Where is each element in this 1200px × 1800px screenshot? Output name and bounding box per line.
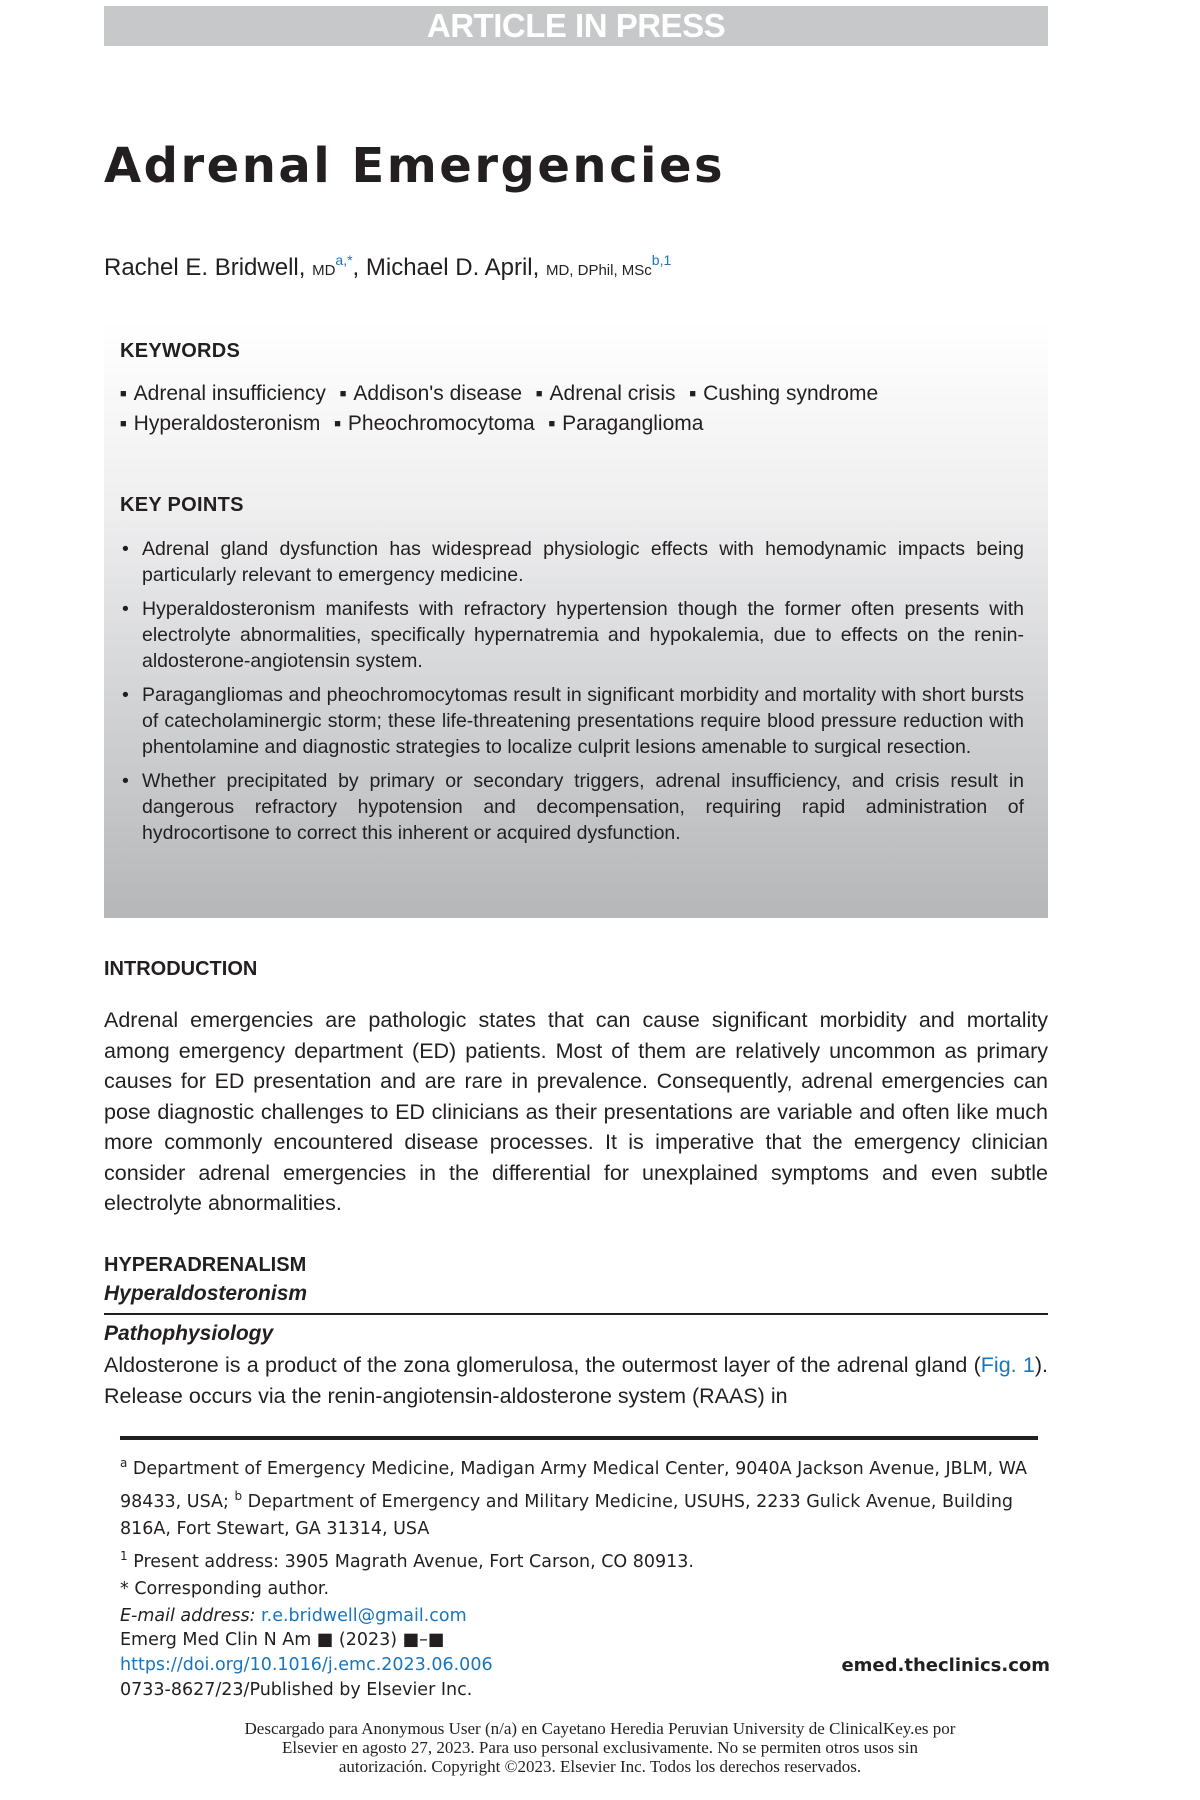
round-bullet-icon: • <box>122 538 129 560</box>
author-1-degree: MD <box>312 262 336 279</box>
article-title: Adrenal Emergencies <box>104 138 726 194</box>
keyword-item: ■ Hyperaldosteronism <box>120 412 321 435</box>
round-bullet-icon: • <box>122 598 129 620</box>
author-line <box>104 252 671 282</box>
journal-website: emed.theclinics.com <box>841 1655 1050 1676</box>
key-points-list <box>118 536 1024 854</box>
introduction-heading: INTRODUCTION <box>104 958 258 980</box>
issn-publisher: 0733-8627/23/Published by Elsevier Inc. <box>120 1680 473 1700</box>
keyword-item: ■ Cushing syndrome <box>689 382 879 405</box>
email-footnote: E-mail address: r.e.bridwell@gmail.com <box>120 1606 467 1626</box>
keywords-keypoints-box <box>104 320 1048 918</box>
figure-1-link[interactable]: Fig. 1 <box>980 1353 1035 1377</box>
keyword-item: ■ Adrenal crisis <box>535 382 676 405</box>
square-bullet-icon: ■ <box>334 418 341 430</box>
download-notice: Descargado para Anonymous User (n/a) en Cayetano Heredia Peruvian University de ClinicalKey.es por Elsevier en agosto 27, 2023. Para uso personal exclusivamente. No se permiten otros usos sin autorización. Copyright ©2023. Elsevier Inc. Todos los derechos reservados. <box>244 1719 956 1776</box>
round-bullet-icon: • <box>122 770 129 792</box>
doi-link[interactable]: https://doi.org/10.1016/j.emc.2023.06.006 <box>120 1655 493 1675</box>
footnote-divider <box>120 1436 1038 1440</box>
key-point-item: • Hyperaldosteronism manifests with refractory hypertension though the former often presents with electrolyte abnormalities, specifically hypernatremia and hypokalemia, due to effects on the renin-aldosterone-angiotensin system. <box>122 598 1024 672</box>
author-1-affiliation-marks[interactable]: a,* <box>335 252 353 268</box>
keyword-item: ■ Adrenal insufficiency <box>120 382 326 405</box>
key-point-item: • Paragangliomas and pheochromocytomas result in significant morbidity and mortality with short bursts of catecholaminergic storm; these life-threatening presentations require blood pressure reduction with phentolamine and diagnostic strategies to localize culprit lesions amenable to surgical resection. <box>122 684 1024 758</box>
introduction-paragraph: Adrenal emergencies are pathologic states that can cause significant morbidity and mortality among emergency department (ED) patients. Most of them are relatively uncommon as primary causes for ED presentation and are rare in prevalence. Consequently, adrenal emergencies can pose diagnostic challenges to ED clinicians as their presentations are variable and often like much more commonly encountered disease processes. It is imperative that the emergency clinician consider adrenal emergencies in the differential for unexplained symptoms and even subtle electrolyte abnormalities. <box>104 1008 1048 1215</box>
key-points-heading: KEY POINTS <box>120 494 244 516</box>
author-2-degree: MD, DPhil, MSc <box>545 262 652 279</box>
square-bullet-icon: ■ <box>689 388 697 400</box>
keywords-heading: KEYWORDS <box>120 340 241 362</box>
square-bullet-icon: ■ <box>120 418 127 430</box>
square-bullet-icon: ■ <box>535 388 543 400</box>
keyword-item: ■ Pheochromocytoma <box>334 412 535 435</box>
author-2-affiliation-marks[interactable]: b,1 <box>651 252 672 268</box>
keywords-line-1 <box>120 382 886 406</box>
corresponding-author-footnote: * Corresponding author. <box>120 1579 330 1599</box>
pathophysiology-paragraph: Aldosterone is a product of the zona glomerulosa, the outermost layer of the adrenal gland (Fig. 1). Release occurs via the renin-angiotensin-aldosterone system (RAAS) in <box>104 1353 1048 1408</box>
keywords-line-2 <box>120 412 711 436</box>
key-point-item: • Adrenal gland dysfunction has widespread physiologic effects with hemodynamic impacts being particularly relevant to emergency medicine. <box>122 538 1024 586</box>
square-bullet-icon: ■ <box>548 418 556 430</box>
hyperaldosteronism-subheading: Hyperaldosteronism <box>104 1282 308 1305</box>
present-address-footnote: $^1$ Present address: 3905 Magrath Avenue, Fort Carson, CO 80913. <box>120 1549 694 1572</box>
section-divider <box>104 1313 1048 1315</box>
keyword-item: ■ Addison's disease <box>339 382 523 405</box>
square-bullet-icon: ■ <box>339 388 347 400</box>
footnotes <box>120 1450 1040 1630</box>
author-2-name: , Michael D. April, <box>352 254 540 281</box>
article-in-press-banner: ARTICLE IN PRESS <box>104 6 1048 46</box>
email-link[interactable]: r.e.bridwell@gmail.com <box>261 1606 467 1626</box>
key-point-item: • Whether precipitated by primary or secondary triggers, adrenal insufficiency, and crisis result in dangerous refractory hypotension and decompensation, requiring rapid administration of hydrocortisone to correct this inherent or acquired dysfunction. <box>122 770 1024 844</box>
journal-citation: Emerg Med Clin N Am ■ (2023) ■–■ <box>120 1630 445 1650</box>
square-bullet-icon: ■ <box>120 388 127 400</box>
pathophysiology-heading: Pathophysiology <box>104 1322 274 1345</box>
affiliations-footnote: $^a$ Department of Emergency Medicine, Madigan Army Medical Center, 9040A Jackson Avenue, JBLM, WA 98433, USA; $^b$ Department of Emergency and Military Medicine, USUHS, 2233 Gulick Avenue, Building 816A, Fort Stewart, GA 31314, USA <box>120 1456 1027 1539</box>
hyperadrenalism-heading: HYPERADRENALISM <box>104 1254 307 1276</box>
round-bullet-icon: • <box>122 684 129 706</box>
journal-info <box>120 1628 1050 1703</box>
author-1-name: Rachel E. Bridwell, <box>104 254 306 281</box>
keyword-item: ■ Paraganglioma <box>548 412 704 435</box>
